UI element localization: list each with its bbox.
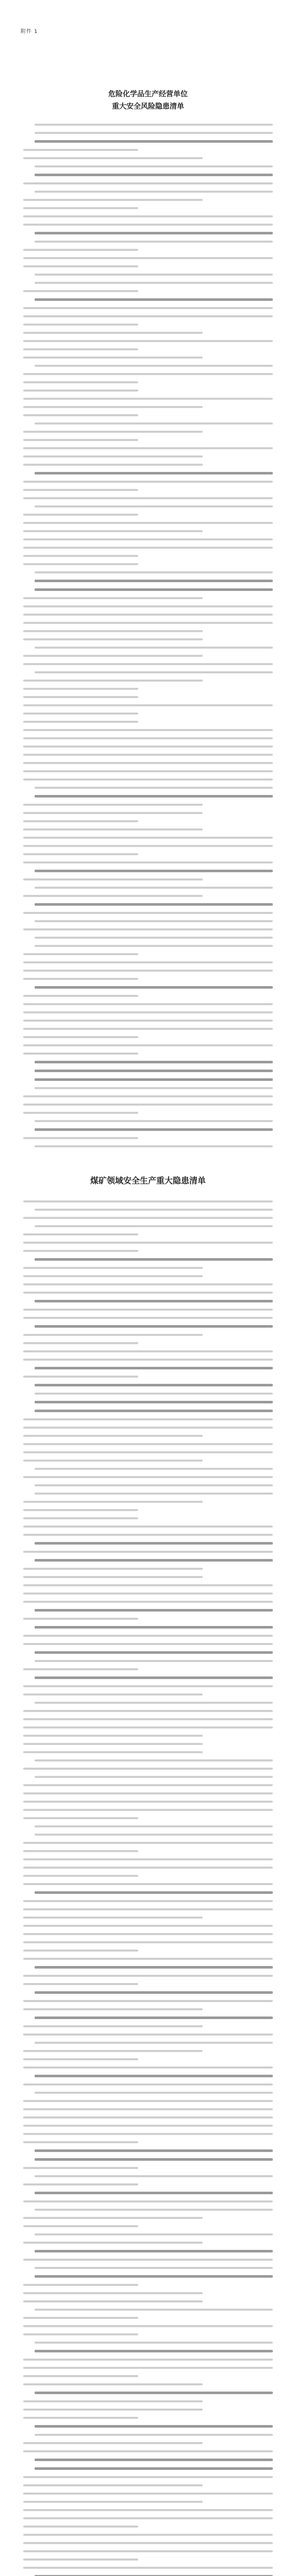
text-line	[23, 381, 138, 383]
text-line	[23, 332, 203, 334]
text-line	[35, 2275, 273, 2278]
text-line	[23, 2050, 203, 2052]
text-line	[23, 257, 273, 259]
text-line	[23, 1501, 203, 1503]
text-line	[23, 1584, 273, 1586]
text-line	[35, 422, 273, 425]
text-line	[35, 1128, 273, 1131]
text-line	[23, 1983, 138, 1985]
text-line	[23, 1801, 273, 1803]
text-line	[35, 1609, 273, 1612]
text-line	[23, 414, 138, 416]
text-line	[23, 729, 273, 731]
text-line	[23, 1817, 138, 1819]
text-line	[23, 704, 273, 706]
text-line	[23, 1095, 273, 1097]
text-line	[23, 770, 273, 772]
text-line	[23, 2025, 203, 2027]
text-line	[35, 1070, 273, 1072]
text-line	[23, 455, 203, 457]
text-line	[23, 1476, 273, 1478]
text-line	[23, 878, 203, 880]
text-line	[23, 1809, 273, 1811]
text-line	[23, 953, 138, 955]
text-line	[35, 1676, 273, 1679]
text-line	[23, 1242, 273, 1244]
text-line	[23, 2359, 273, 2361]
text-line	[23, 357, 203, 359]
text-line	[23, 464, 203, 466]
text-line	[35, 2434, 273, 2436]
text-line	[23, 614, 273, 616]
text-line	[35, 1325, 273, 1328]
text-line	[23, 721, 138, 723]
text-line	[23, 1217, 273, 1219]
text-line	[23, 1592, 273, 1595]
text-line	[23, 373, 273, 375]
text-line	[23, 530, 203, 532]
text-line	[23, 1735, 203, 1737]
text-line	[23, 2550, 273, 2552]
text-line	[23, 2242, 203, 2244]
text-line	[23, 1718, 273, 1720]
text-line	[23, 845, 273, 847]
text-line	[23, 1427, 273, 1429]
text-line	[23, 1233, 138, 1235]
text-line	[23, 249, 138, 251]
text-line	[23, 713, 138, 715]
text-line	[23, 812, 203, 814]
text-line	[23, 638, 203, 640]
text-line	[23, 1317, 273, 1319]
text-line	[35, 124, 273, 126]
text-line	[23, 489, 138, 491]
text-line	[23, 1850, 138, 1852]
text-line	[35, 1484, 273, 1486]
text-line	[23, 1867, 273, 1869]
text-line	[23, 2567, 273, 2569]
text-line	[23, 2167, 138, 2169]
text-line	[35, 2233, 273, 2235]
text-line	[23, 1053, 138, 1055]
text-line	[23, 2033, 273, 2036]
text-line	[35, 2042, 273, 2044]
text-line	[35, 2309, 273, 2311]
text-line	[23, 348, 138, 350]
text-line	[35, 870, 273, 872]
text-line	[35, 282, 273, 284]
text-line	[23, 1517, 138, 1519]
text-line	[23, 555, 138, 557]
text-line	[23, 1435, 203, 1437]
text-line	[23, 157, 203, 159]
text-line	[35, 2075, 273, 2077]
text-line	[35, 986, 273, 989]
text-line	[35, 1660, 273, 1662]
text-line	[23, 1509, 138, 1511]
text-line	[35, 1061, 273, 1063]
text-line	[23, 961, 273, 963]
text-line	[35, 2250, 273, 2252]
text-line	[23, 2534, 273, 2536]
text-line	[23, 837, 273, 839]
text-line	[23, 2125, 273, 2127]
text-line	[35, 1120, 273, 1122]
text-line	[23, 2383, 203, 2385]
text-line	[35, 1626, 273, 1629]
text-line	[23, 514, 138, 516]
text-line	[23, 547, 273, 549]
attachment-label: 附件 1	[21, 29, 38, 35]
text-line	[35, 1384, 273, 1386]
text-line	[23, 389, 138, 392]
text-line	[35, 2350, 273, 2352]
text-line	[35, 2425, 273, 2428]
text-line	[23, 2409, 203, 2411]
text-line	[23, 1359, 273, 1361]
text-line	[35, 1966, 273, 1969]
text-line	[23, 290, 138, 292]
text-line	[23, 2442, 203, 2444]
text-line	[23, 762, 273, 764]
text-line	[35, 2192, 273, 2194]
text-line	[35, 1891, 273, 1894]
text-line	[35, 140, 273, 143]
text-line	[35, 945, 273, 947]
text-line	[35, 1825, 273, 1827]
text-line	[23, 2300, 203, 2302]
text-line	[23, 1933, 273, 1935]
text-line	[23, 2225, 138, 2227]
text-line	[35, 1087, 273, 1089]
text-line	[35, 1258, 273, 1261]
text-line	[23, 2484, 203, 2486]
text-line	[35, 241, 273, 243]
text-line	[23, 2066, 273, 2069]
text-line	[35, 1991, 273, 1994]
text-line	[23, 2375, 138, 2377]
text-line	[23, 2116, 273, 2119]
text-line	[35, 2175, 273, 2177]
section2-body-text	[23, 1200, 273, 2576]
text-line	[23, 1275, 203, 1277]
text-line	[23, 2284, 138, 2286]
text-line	[23, 978, 138, 980]
text-line	[23, 2317, 138, 2319]
text-line	[23, 2108, 273, 2110]
text-line	[23, 2450, 273, 2452]
text-line	[23, 315, 273, 317]
text-line	[23, 597, 203, 599]
text-line	[23, 970, 273, 972]
text-line	[23, 2367, 273, 2369]
text-line	[23, 1200, 273, 1202]
text-line	[23, 2259, 273, 2261]
text-line	[35, 903, 273, 906]
text-line	[23, 199, 203, 201]
text-line	[35, 2392, 273, 2394]
text-line	[23, 481, 273, 483]
text-line	[23, 2417, 138, 2419]
text-line	[23, 2542, 273, 2544]
text-line	[23, 804, 203, 806]
text-line	[23, 663, 273, 665]
text-line	[23, 1710, 273, 1712]
text-line	[23, 1104, 273, 1106]
text-line	[23, 1534, 273, 1536]
text-line	[23, 1576, 203, 1578]
text-line	[35, 1834, 273, 1836]
text-line	[35, 787, 273, 789]
text-line	[35, 1776, 273, 1778]
text-line	[23, 2000, 273, 2002]
text-line	[23, 622, 273, 624]
text-line	[35, 365, 273, 367]
text-line	[23, 688, 138, 690]
text-line	[35, 472, 273, 474]
text-line	[23, 2501, 203, 2503]
text-line	[23, 497, 273, 499]
text-line	[23, 398, 273, 400]
text-line	[35, 1300, 273, 1302]
text-line	[23, 1309, 273, 1311]
text-line	[23, 2493, 273, 2495]
text-line	[35, 2016, 273, 2019]
text-line	[23, 680, 203, 682]
text-line	[23, 928, 273, 930]
text-line	[35, 2209, 273, 2211]
text-line	[23, 1685, 273, 1687]
text-line	[23, 307, 273, 309]
text-line	[23, 1768, 273, 1770]
text-line	[23, 1693, 203, 1696]
text-line	[23, 265, 138, 267]
text-line	[23, 1743, 203, 1745]
text-line	[35, 671, 273, 673]
text-line	[35, 580, 273, 582]
text-line	[23, 895, 203, 897]
text-line	[35, 1759, 273, 1761]
text-line	[23, 1292, 273, 1294]
text-line	[23, 1283, 273, 1285]
text-line	[23, 1568, 203, 1570]
text-line	[23, 2183, 138, 2185]
text-line	[23, 2558, 138, 2561]
text-line	[23, 1975, 273, 1977]
text-line	[23, 224, 273, 226]
text-line	[23, 522, 273, 524]
text-line	[23, 1908, 273, 1910]
text-line	[23, 215, 273, 217]
text-line	[35, 1145, 273, 1147]
text-line	[35, 1410, 273, 1412]
text-line	[23, 406, 203, 408]
text-line	[23, 2333, 138, 2335]
text-line	[23, 778, 273, 781]
text-line	[35, 1468, 273, 1470]
text-line	[23, 1883, 273, 1885]
text-line	[23, 1941, 273, 1943]
text-line	[35, 132, 273, 134]
text-line	[23, 2325, 273, 2327]
text-line	[23, 2509, 273, 2511]
text-line	[35, 1078, 273, 1081]
text-line	[23, 1842, 273, 1844]
section1-title-line2: 重大安全风险隐患清单	[112, 103, 184, 111]
text-line	[35, 298, 273, 301]
text-line	[23, 2141, 138, 2143]
text-line	[23, 754, 273, 756]
text-line	[35, 1559, 273, 1562]
text-line	[23, 820, 138, 822]
text-line	[23, 1376, 138, 1378]
text-line	[23, 2217, 203, 2219]
text-line	[23, 2008, 203, 2010]
text-line	[23, 1751, 203, 1753]
text-line	[23, 1601, 273, 1603]
text-line	[23, 340, 273, 342]
text-line	[23, 439, 138, 441]
text-line	[23, 853, 138, 855]
text-line	[35, 1225, 273, 1227]
text-line	[23, 2058, 138, 2060]
text-line	[23, 2517, 273, 2519]
text-line	[23, 1137, 138, 1139]
text-line	[23, 1635, 273, 1637]
text-line	[23, 1267, 203, 1269]
text-line	[23, 912, 273, 914]
text-line	[23, 1858, 273, 1860]
text-line	[23, 630, 203, 632]
text-line	[35, 2158, 273, 2161]
text-line	[23, 2083, 273, 2086]
text-line	[23, 2100, 273, 2102]
text-line	[23, 1020, 273, 1022]
text-line	[35, 887, 273, 889]
text-line	[23, 861, 273, 863]
text-line	[23, 1460, 203, 1462]
text-line	[23, 995, 138, 997]
text-line	[23, 1526, 273, 1528]
text-line	[35, 2267, 273, 2269]
text-line	[23, 655, 203, 657]
text-line	[23, 1334, 203, 1336]
text-line	[35, 647, 273, 649]
text-line	[23, 2526, 138, 2528]
text-line	[35, 795, 273, 798]
text-line	[23, 737, 273, 739]
text-line	[23, 1643, 273, 1645]
text-line	[35, 2467, 273, 2470]
text-line	[23, 182, 273, 184]
text-line	[35, 232, 273, 234]
text-line	[35, 2092, 273, 2094]
section2-title: 煤矿领域安全生产重大隐患清单	[90, 1176, 206, 1185]
section1-title-line1: 危险化学品生产经营单位	[108, 90, 188, 98]
text-line	[23, 1950, 138, 1952]
text-line	[23, 1451, 273, 1453]
text-line	[23, 1958, 273, 1960]
text-line	[23, 605, 273, 607]
text-line	[35, 1542, 273, 1545]
text-line	[35, 1493, 273, 1495]
text-line	[23, 1792, 273, 1794]
text-line	[23, 1003, 273, 1005]
text-line	[35, 274, 273, 276]
text-line	[23, 1112, 138, 1114]
text-line	[23, 2476, 273, 2478]
text-line	[23, 2400, 203, 2402]
text-line	[23, 745, 273, 748]
text-line	[23, 149, 138, 151]
text-line	[23, 828, 203, 831]
text-line	[23, 324, 138, 326]
text-line	[35, 2459, 273, 2461]
text-line	[35, 505, 273, 507]
text-line	[35, 1393, 273, 1395]
text-line	[35, 165, 273, 167]
text-line	[23, 1036, 138, 1038]
text-line	[23, 1784, 273, 1786]
text-line	[23, 2200, 273, 2202]
text-line	[23, 1917, 203, 1919]
section1-body-text	[23, 124, 273, 1154]
text-line	[35, 1401, 273, 1403]
text-line	[23, 1925, 273, 1927]
text-line	[23, 431, 203, 433]
text-line	[35, 1367, 273, 1369]
text-line	[35, 1209, 273, 1211]
text-line	[23, 563, 138, 565]
text-line	[23, 2292, 203, 2294]
text-line	[23, 538, 273, 540]
text-line	[35, 1651, 273, 1654]
text-line	[23, 1551, 273, 1553]
text-line	[35, 191, 273, 193]
text-line	[23, 1443, 273, 1445]
text-line	[23, 696, 138, 698]
text-line	[35, 2149, 273, 2152]
text-line	[35, 174, 273, 176]
text-line	[23, 1250, 138, 1252]
text-line	[35, 920, 273, 922]
text-line	[23, 1418, 273, 1420]
text-line	[23, 1618, 138, 1620]
text-line	[35, 571, 273, 573]
text-line	[23, 447, 273, 449]
text-line	[35, 588, 273, 591]
text-line	[23, 207, 138, 209]
text-line	[35, 937, 273, 939]
text-line	[23, 2133, 273, 2135]
text-line	[23, 1011, 273, 1013]
text-line	[23, 1726, 273, 1728]
text-line	[23, 1028, 273, 1030]
text-line	[35, 2342, 273, 2344]
text-line	[23, 1342, 138, 1344]
text-line	[23, 1350, 273, 1352]
text-line	[23, 1668, 138, 1670]
text-line	[23, 1044, 273, 1046]
text-line	[35, 1702, 273, 1704]
text-line	[23, 1900, 273, 1902]
text-line	[23, 1875, 138, 1877]
